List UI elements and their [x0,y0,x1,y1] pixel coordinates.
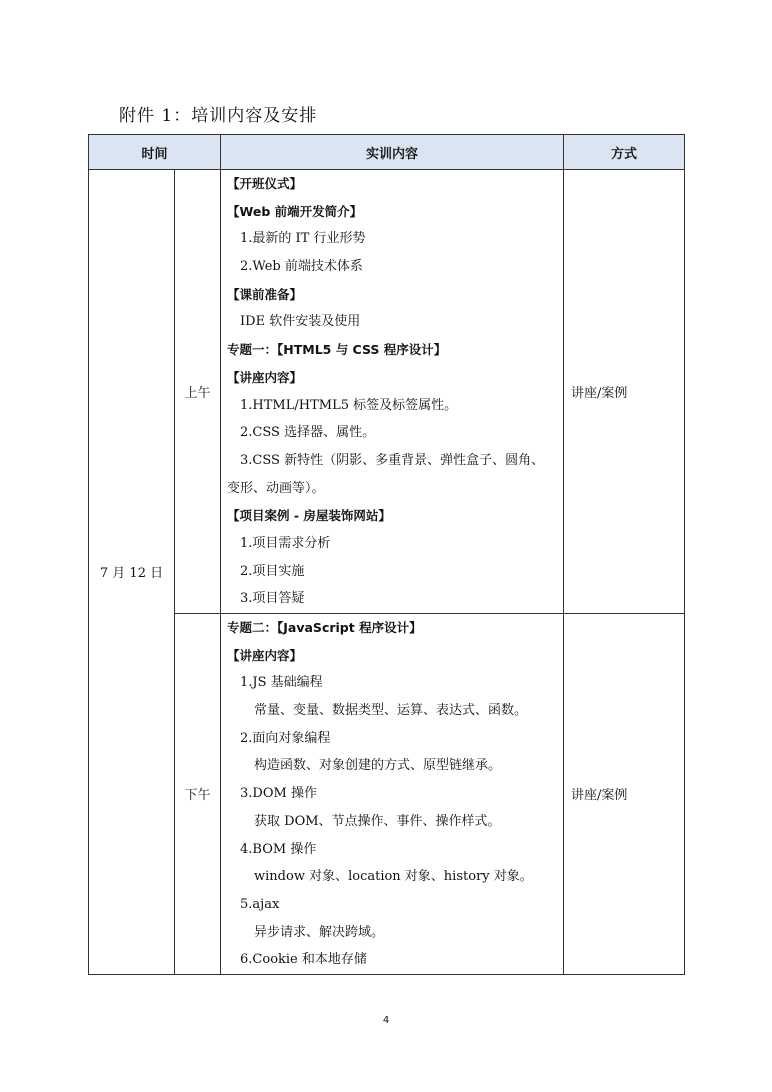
session-row-afternoon [89,614,685,975]
content-afternoon [221,614,564,975]
page-number: 4 [382,1015,390,1026]
content-line: 1.JS 基础编程 [240,675,323,691]
header-content: 实训内容 [221,135,564,170]
content-line: 1.最新的 IT 行业形势 [240,231,366,247]
content-line: 构造函数、对象创建的方式、原型链继承。 [254,758,502,774]
content-line: 2.项目实施 [240,563,305,579]
content-line: 【项目案例 - 房屋装饰网站】 [227,508,391,524]
content-line: 4.BOM 操作 [240,841,317,857]
content-line: 【课前准备】 [227,286,303,302]
content-line: 【讲座内容】 [227,647,303,663]
content-line: 2.面向对象编程 [240,730,331,746]
content-line: 1.HTML/HTML5 标签及标签属性。 [240,397,458,413]
content-line: 专题二：【JavaScript 程序设计】 [227,620,422,635]
header-method: 方式 [564,135,685,170]
header-time: 时间 [89,135,221,170]
content-line: 2.CSS 选择器、属性。 [240,425,376,441]
content-line: 3.CSS 新特性（阴影、多重背景、弹性盒子、圆角、 [240,452,545,468]
content-line: 专题一：【HTML5 与 CSS 程序设计】 [227,342,447,358]
content-line: 1.项目需求分析 [240,535,331,551]
content-line: window 对象、location 对象、history 对象。 [254,869,533,885]
session-row-morning [89,170,685,614]
content-line: 【讲座内容】 [227,369,303,385]
page-title: 附件 1：培训内容及安排 [119,106,318,126]
content-line: 【Web 前端开发简介】 [227,203,363,219]
method-morning: 讲座/案例 [564,170,685,614]
content-line: 2.Web 前端技术体系 [240,259,363,275]
training-schedule-table [88,134,685,975]
content-morning [221,170,564,614]
content-line: 获取 DOM、节点操作、事件、操作样式。 [254,813,501,829]
content-line: 常量、变量、数据类型、运算、表达式、函数。 [254,703,528,719]
table-header-row [89,135,685,170]
content-line: 变形、动画等）。 [227,480,325,496]
content-line: 3.DOM 操作 [240,786,317,802]
content-line: 6.Cookie 和本地存储 [240,952,367,968]
content-line: 【开班仪式】 [227,176,303,191]
content-line: 异步请求、解决跨域。 [254,924,385,940]
content-line: IDE 软件安装及使用 [240,314,361,330]
content-line: 3.项目答疑 [240,591,305,607]
date-cell: 7 月 12 日 [89,170,175,975]
period-afternoon: 下午 [175,614,221,975]
content-line: 5.ajax [240,896,280,912]
period-morning: 上午 [175,170,221,614]
method-afternoon: 讲座/案例 [564,614,685,975]
